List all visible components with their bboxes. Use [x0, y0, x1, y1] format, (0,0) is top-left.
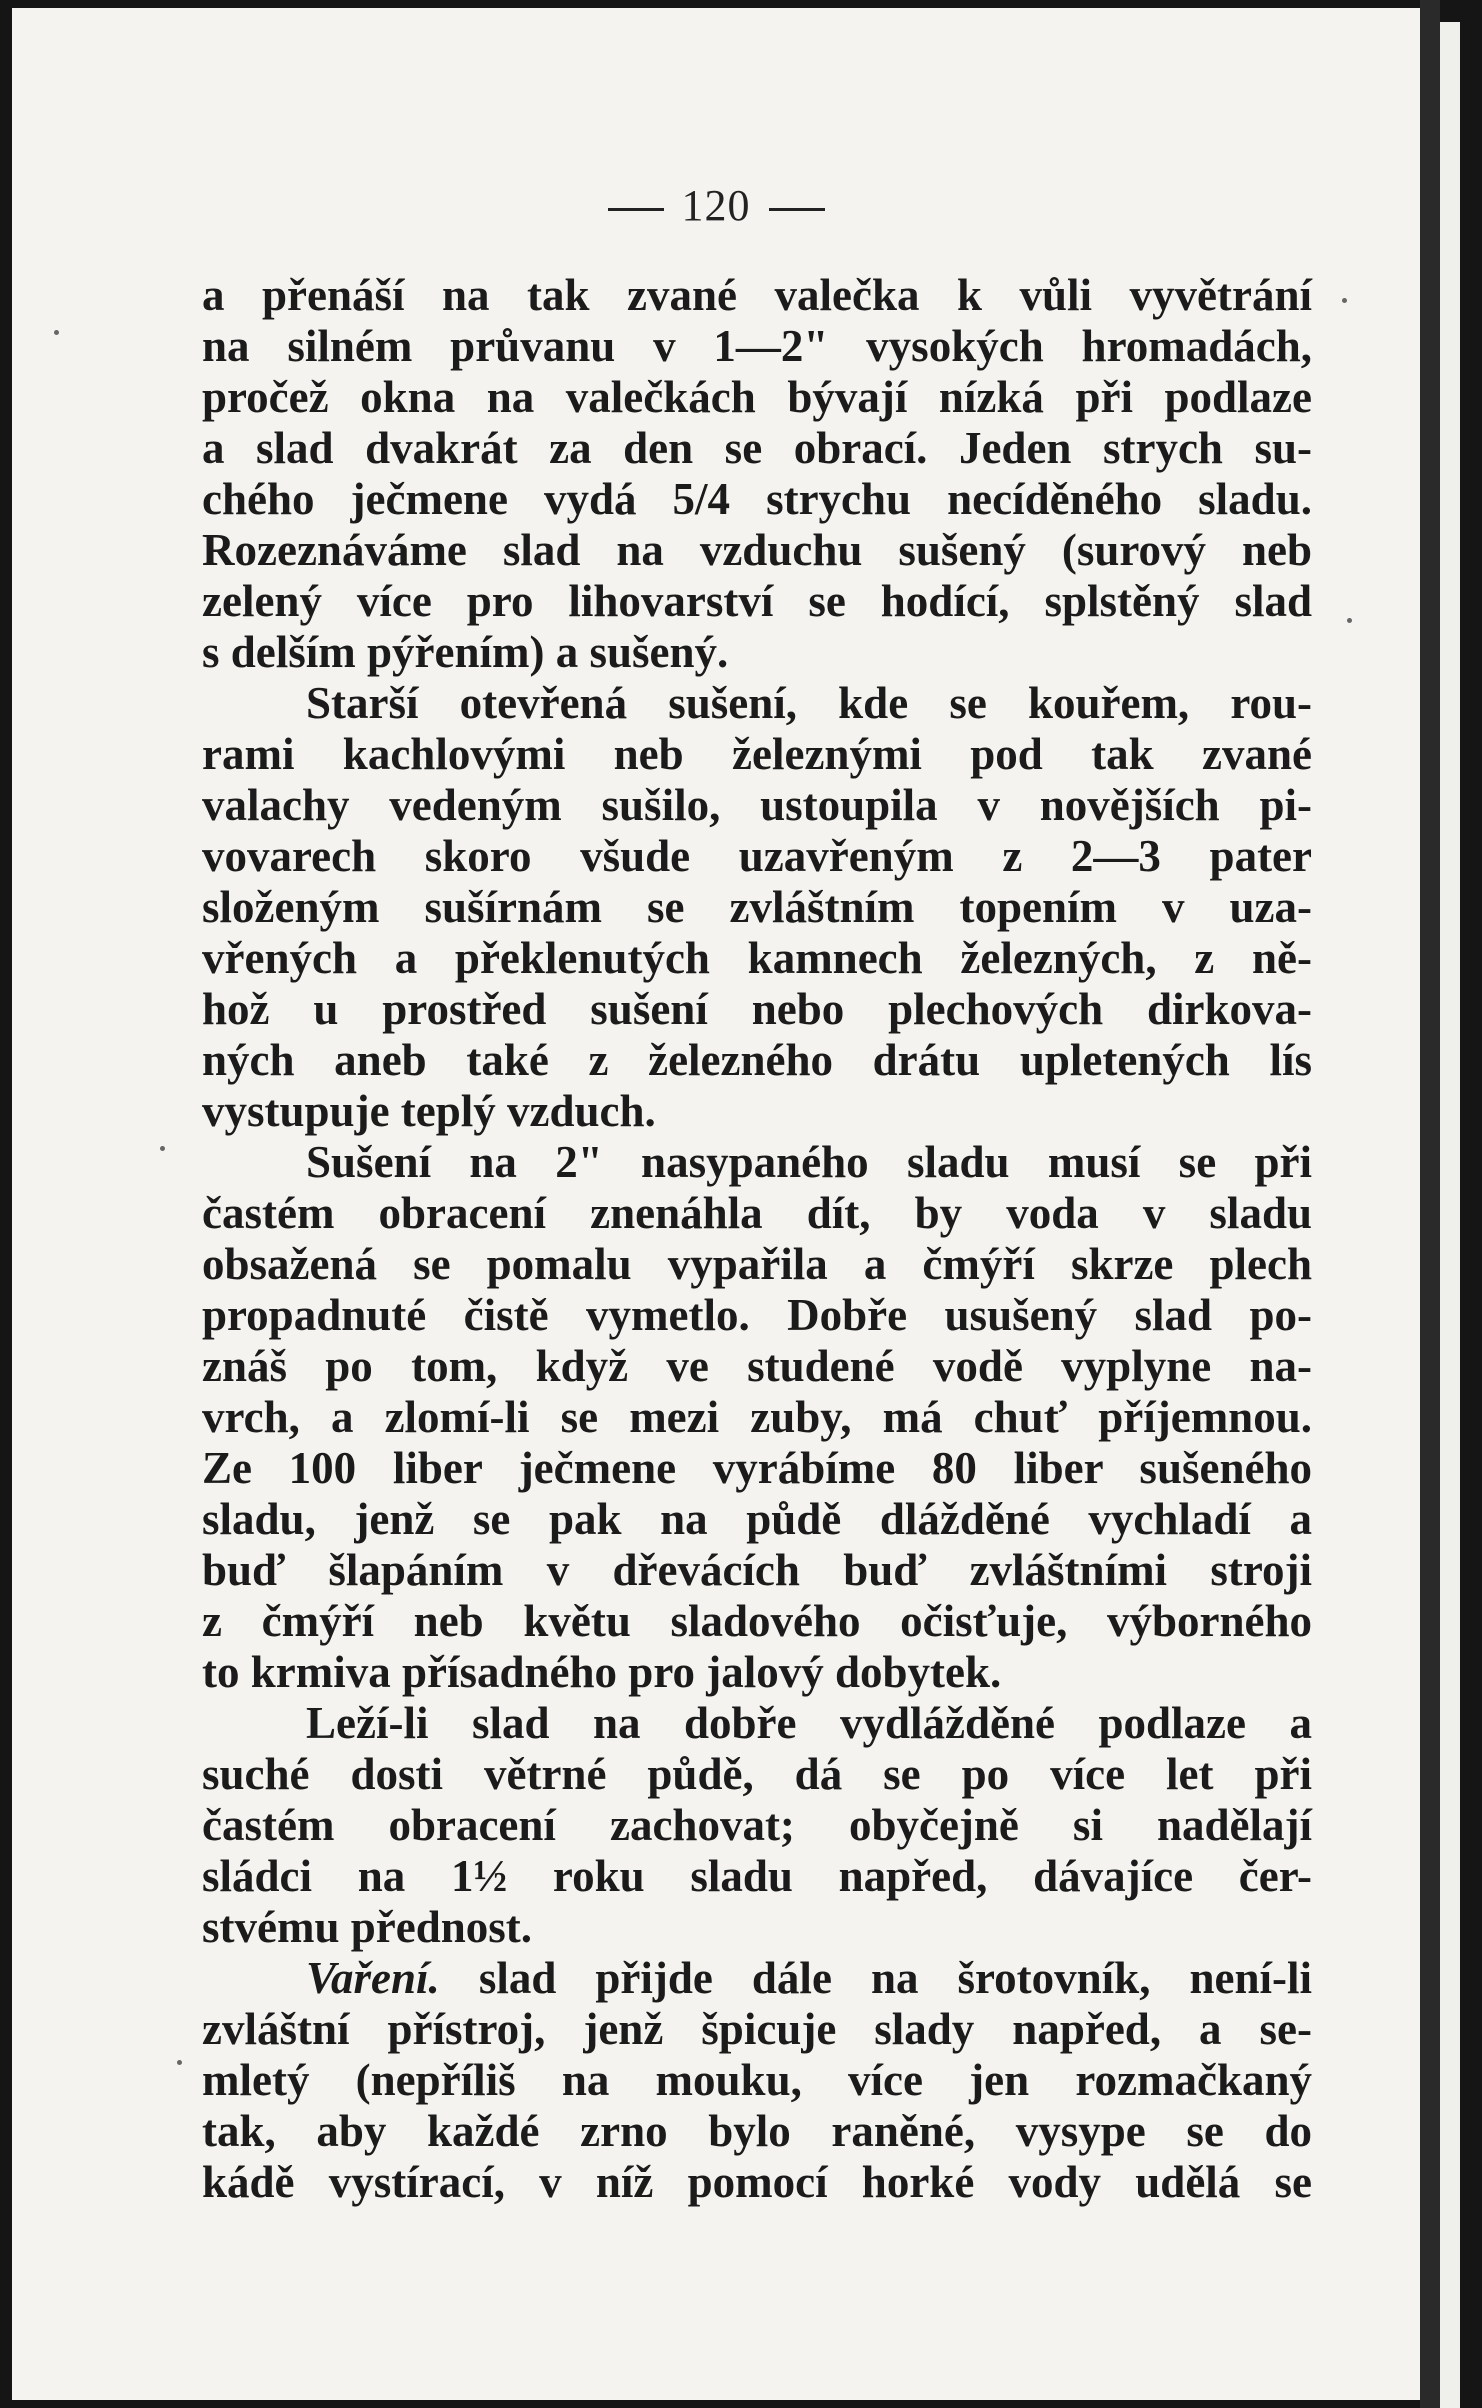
text-line-content: Ze 100 liber ječmene vyrábíme 80 liber sušeného: [202, 1443, 1312, 1493]
text-line-content: z čmýří neb květu sladového očisťuje, výborného: [202, 1596, 1312, 1646]
text-line: [202, 1800, 1312, 1851]
text-line-content: hož u prostřed sušení nebo plechových dirkova-: [202, 984, 1312, 1034]
margin-speck: [54, 330, 59, 335]
text-line: [202, 933, 1312, 984]
text-line: [202, 831, 1312, 882]
text-line: [202, 525, 1312, 576]
text-line: [202, 1341, 1312, 1392]
text-line: [202, 984, 1312, 1035]
text-line-content: kádě vystírací, v níž pomocí horké vody udělá se: [202, 2157, 1312, 2207]
text-line-content: Sušení na 2" nasypaného sladu musí se při: [306, 1137, 1312, 1187]
text-line: [202, 627, 1312, 678]
text-line-content: to krmiva přísadného pro jalový dobytek.: [202, 1647, 1002, 1697]
text-line: [202, 1035, 1312, 1086]
text-line-content: Rozeznáváme slad na vzduchu sušený (surový neb: [202, 525, 1312, 575]
text-line-content: složeným sušírnám se zvláštním topením v uza-: [202, 882, 1312, 932]
margin-speck: [1342, 298, 1347, 303]
text-line: [202, 678, 1312, 729]
text-line-content: rami kachlovými neb železnými pod tak zvané: [202, 729, 1312, 779]
text-line: [202, 882, 1312, 933]
text-line-content: častém obracení zachovat; obyčejně si nadělají: [202, 1800, 1312, 1850]
text-line: [202, 1953, 1312, 2004]
text-line: [202, 1851, 1312, 1902]
text-line-content: sladu, jenž se pak na půdě dlážděné vychladí a: [202, 1494, 1312, 1544]
text-line-content: tak, aby každé zrno bylo raněné, vysype se do: [202, 2106, 1312, 2156]
text-line: [202, 1239, 1312, 1290]
text-line: [202, 270, 1312, 321]
text-line-content: a přenáší na tak zvané valečka k vůli vyvětrání: [202, 270, 1312, 320]
margin-speck: [160, 1146, 165, 1151]
text-line-content: ných aneb také z železného drátu upletených lís: [202, 1035, 1312, 1085]
page-header: [12, 180, 1420, 231]
book-page: [12, 8, 1420, 2400]
header-dash-left: [608, 208, 664, 211]
text-line-content: Starší otevřená sušení, kde se kouřem, rou-: [306, 678, 1312, 728]
text-line: [202, 2157, 1312, 2208]
page-number: 120: [681, 181, 751, 230]
text-line: [202, 474, 1312, 525]
text-line-content: mletý (nepříliš na mouku, více jen rozmačkaný: [202, 2055, 1312, 2105]
text-line: [202, 576, 1312, 627]
text-line-content: na silném průvanu v 1—2" vysokých hromadách,: [202, 321, 1312, 371]
text-line: [202, 1392, 1312, 1443]
text-line-content: s delším pýřením) a sušený.: [202, 627, 729, 677]
text-line: [202, 321, 1312, 372]
text-line: [202, 2004, 1312, 2055]
text-line-content: chého ječmene vydá 5/4 strychu necíděného sladu.: [202, 474, 1312, 524]
text-line-content: valachy vedeným sušilo, ustoupila v novějších pi-: [202, 780, 1312, 830]
text-line: [202, 729, 1312, 780]
text-line: [202, 1494, 1312, 1545]
text-line: [202, 423, 1312, 474]
text-line-content: buď šlapáním v dřevácích buď zvláštními stroji: [202, 1545, 1312, 1595]
text-line: [202, 1443, 1312, 1494]
text-line-content: stvému přednost.: [202, 1902, 533, 1952]
text-line-content: vrch, a zlomí-li se mezi zuby, má chuť příjemnou.: [202, 1392, 1312, 1442]
text-line-content: znáš po tom, když ve studené vodě vyplyne na-: [202, 1341, 1312, 1391]
text-line: [202, 1086, 1312, 1137]
text-line-content: obsažená se pomalu vypařila a čmýří skrze plech: [202, 1239, 1312, 1289]
margin-speck: [177, 2060, 182, 2065]
scan-next-page-edge: [1440, 22, 1460, 2408]
text-line-content: vystupuje teplý vzduch.: [202, 1086, 656, 1136]
text-line-content: pročež okna na valečkách bývají nízká při podlaze: [202, 372, 1312, 422]
text-line-content: a slad dvakrát za den se obrací. Jeden strych su-: [202, 423, 1312, 473]
section-heading-italic: Vaření.: [306, 1953, 440, 2003]
text-line-content: vřených a překlenutých kamnech železných, z ně-: [202, 933, 1312, 983]
text-line: [202, 1290, 1312, 1341]
text-line: [202, 1188, 1312, 1239]
margin-speck: [1347, 618, 1352, 623]
text-line: [202, 2055, 1312, 2106]
text-line-content: zvláštní přístroj, jenž špicuje slady napřed, a se-: [202, 2004, 1312, 2054]
text-line-content: častém obracení znenáhla dít, by voda v sladu: [202, 1188, 1312, 1238]
text-line: [202, 1698, 1312, 1749]
scan-edge-dark: [1420, 0, 1440, 2408]
text-line: [202, 780, 1312, 831]
text-line: [202, 1137, 1312, 1188]
text-line: [202, 2106, 1312, 2157]
page-body-text: [202, 270, 1312, 2208]
header-dash-right: [769, 208, 825, 211]
text-line-content: suché dosti větrné půdě, dá se po více let při: [202, 1749, 1312, 1799]
text-line: [202, 1647, 1312, 1698]
text-line-content: vovarech skoro všude uzavřeným z 2—3 pater: [202, 831, 1312, 881]
text-line-content: Leží-li slad na dobře vydlážděné podlaze a: [306, 1698, 1312, 1748]
text-line: [202, 1902, 1312, 1953]
text-line-content: sládci na 1½ roku sladu napřed, dávajíce čer-: [202, 1851, 1312, 1901]
text-line-content: zelený více pro lihovarství se hodící, splstěný slad: [202, 576, 1312, 626]
text-line-content: propadnuté čistě vymetlo. Dobře usušený slad po-: [202, 1290, 1312, 1340]
text-line: [202, 1545, 1312, 1596]
text-line: [202, 1596, 1312, 1647]
text-line: [202, 372, 1312, 423]
text-line: [202, 1749, 1312, 1800]
text-line-content: slad přijde dále na šrotovník, není-li: [478, 1953, 1313, 2003]
